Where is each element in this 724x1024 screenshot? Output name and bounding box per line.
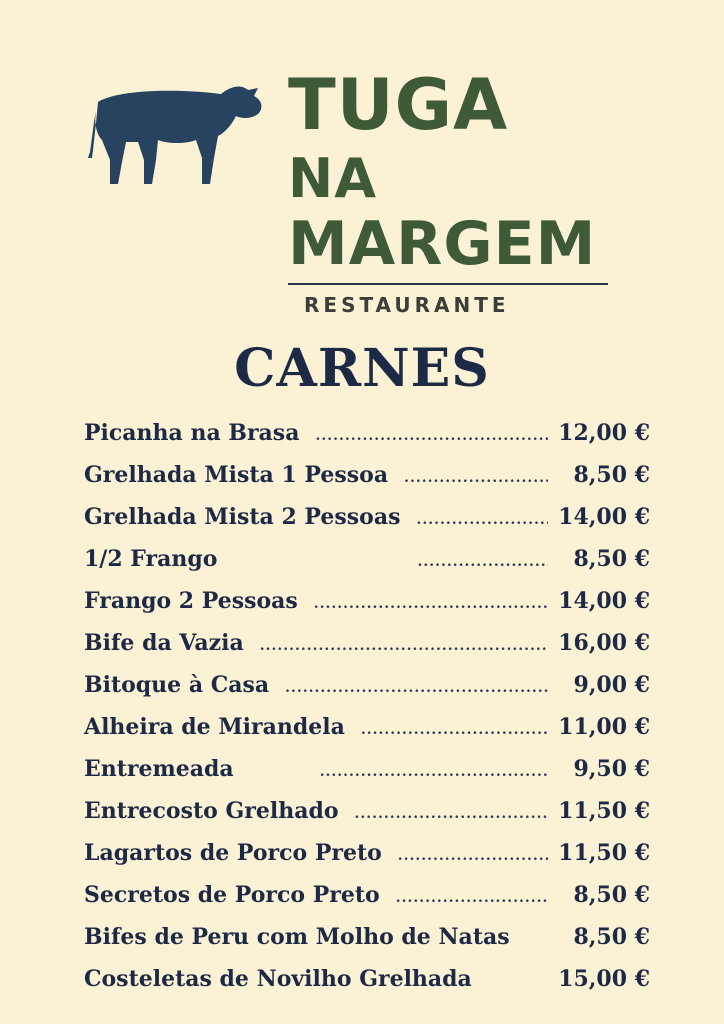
menu-item-name: Grelhada Mista 1 Pessoa	[84, 462, 389, 488]
menu-item-price: 8,50 €	[573, 462, 650, 488]
menu-item-name: Grelhada Mista 2 Pessoas	[84, 504, 401, 530]
menu-item	[84, 454, 650, 496]
dot-leader	[260, 632, 548, 654]
menu-item	[84, 412, 650, 454]
menu-item	[84, 538, 650, 580]
menu-item-name: Picanha na Brasa	[84, 420, 300, 446]
menu-item	[84, 748, 650, 790]
brand-subtitle: RESTAURANTE	[304, 293, 510, 317]
cow-icon	[86, 80, 266, 190]
menu-item-price: 9,00 €	[573, 672, 650, 698]
brand-name-line-3: MARGEM	[288, 209, 597, 279]
menu-item-price: 11,00 €	[558, 714, 650, 740]
brand-divider	[288, 283, 608, 285]
menu-item-price: 14,00 €	[558, 588, 650, 614]
menu-item-name: Bitoque à Casa	[84, 672, 270, 698]
dot-leader	[398, 842, 548, 864]
menu-item-name: Bife da Vazia	[84, 630, 244, 656]
brand-name-line-2: NA	[288, 147, 377, 210]
menu-item-name: Frango 2 Pessoas	[84, 588, 298, 614]
menu-item-name: Alheira de Mirandela	[84, 714, 345, 740]
menu-item-name: Secretos de Porco Preto	[84, 882, 380, 908]
menu-item	[84, 916, 650, 958]
menu-item	[84, 496, 650, 538]
menu-item-name: 1/2 Frango	[84, 546, 218, 572]
menu-item	[84, 958, 650, 1000]
menu-item-price: 8,50 €	[573, 546, 650, 572]
menu-item-name: Lagartos de Porco Preto	[84, 840, 382, 866]
menu-item	[84, 790, 650, 832]
menu-item-name: Entremeada	[84, 756, 234, 782]
menu-item	[84, 832, 650, 874]
dot-leader	[361, 716, 548, 738]
menu-item-price: 12,00 €	[558, 420, 650, 446]
dot-leader	[314, 590, 548, 612]
menu-item-price: 8,50 €	[573, 882, 650, 908]
menu-item-price: 11,50 €	[558, 840, 650, 866]
menu-item-name: Costeletas de Novilho Grelhada	[84, 966, 472, 992]
dot-leader	[320, 758, 548, 780]
menu-item-price: 14,00 €	[558, 504, 650, 530]
menu-item	[84, 622, 650, 664]
dot-leader	[285, 674, 548, 696]
menu-item	[84, 580, 650, 622]
menu-item-price: 9,50 €	[573, 756, 650, 782]
menu-section-title: CARNES	[234, 338, 490, 399]
dot-leader	[417, 548, 548, 570]
menu-item-price: 11,50 €	[558, 798, 650, 824]
menu-item-name: Bifes de Peru com Molho de Natas	[84, 924, 510, 950]
menu-list	[84, 412, 650, 1000]
menu-item-price: 15,00 €	[558, 966, 650, 992]
menu-item	[84, 706, 650, 748]
menu-item-name: Entrecosto Grelhado	[84, 798, 339, 824]
menu-item-price: 16,00 €	[558, 630, 650, 656]
dot-leader	[355, 800, 548, 822]
dot-leader	[315, 422, 548, 444]
dot-leader	[416, 506, 548, 528]
menu-item-price: 8,50 €	[573, 924, 650, 950]
dot-leader	[396, 884, 548, 906]
brand-name-line-1: TUGA	[288, 64, 509, 146]
menu-item	[84, 664, 650, 706]
menu-item	[84, 874, 650, 916]
dot-leader	[404, 464, 548, 486]
